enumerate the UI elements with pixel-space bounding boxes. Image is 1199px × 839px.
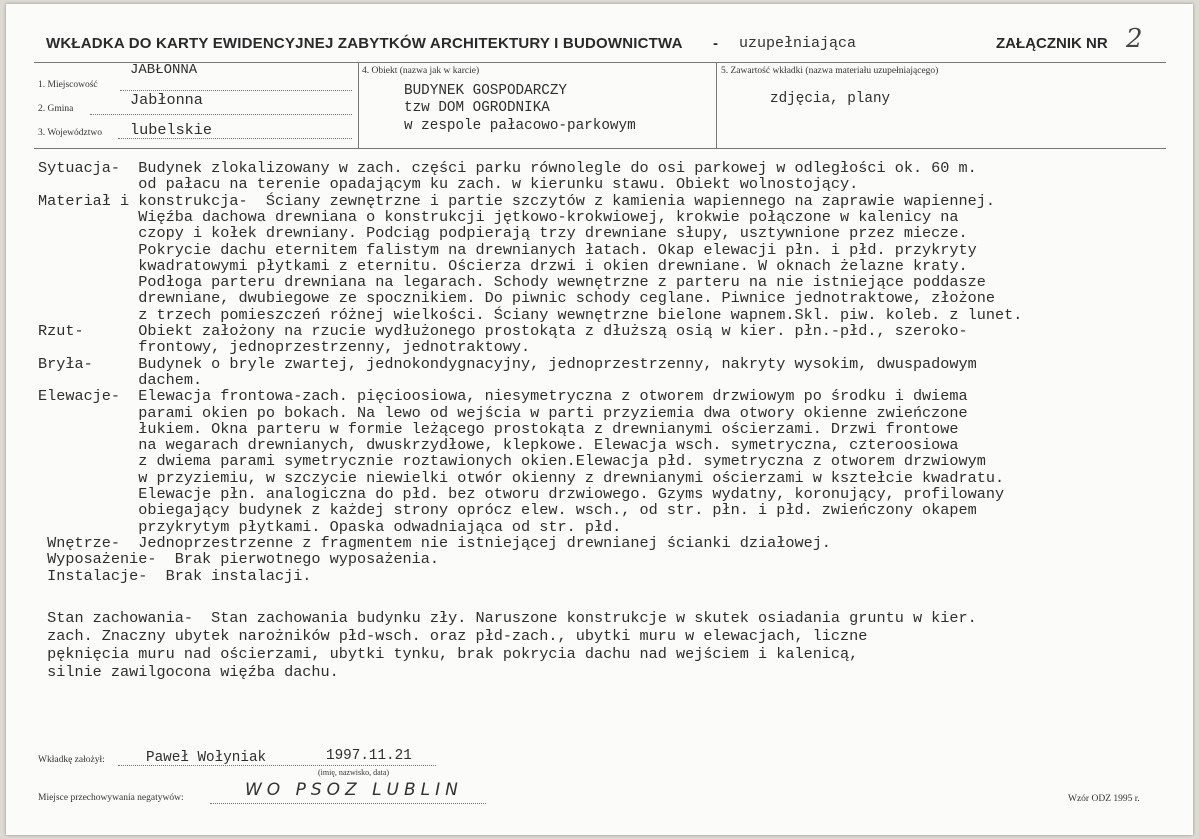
body-line: Więźba dachowa drewniana o konstrukcji jętkowo-krokwiowej, krokwie połączone w kalenicy na (38, 207, 959, 226)
annex-label: ZAŁĄCZNIK NR (996, 35, 1108, 52)
body-line: frontowy, jednoprzestrzenny, jednotraktowy. (38, 338, 531, 357)
voivodeship-label: 3. Województwo (38, 128, 102, 138)
locality-value: JABŁONNA (130, 62, 198, 78)
body-line: Pokrycie dachu eternitem falistym na drewnianych łatach. Okap elewacji płn. i płd. przykryty (38, 240, 977, 259)
body-line: Podłoga parteru drewniana na legarach. Schody wewnętrzne z parteru na nie istniejące poddasze (38, 273, 986, 292)
column-divider-1 (358, 62, 359, 148)
body-line: dachem. (38, 370, 203, 389)
body-line: parami okien po bokach. Na lewo od wejścia w parti przyziemia dwa otwory okienne zwieńczone (38, 403, 968, 422)
title-dash: - (713, 35, 718, 52)
condition-line: zach. Znaczny ubytek narożników płd-wsch. oraz płd-zach., ubytki muru w elewacjach, liczne (38, 627, 868, 645)
body-line: przykrytym płytkami. Opaska odwadniająca od str. płd. (38, 517, 622, 536)
body-line: drewniane, dwubiegowe ze spocznikiem. Do piwnic schody ceglane. Piwnice jednotraktowe, złożone (38, 289, 995, 308)
body-line: w przyziemiu, w szczycie niewielki otwór okienny z drewnianymi ościerzami w ksztełcie kwadratu. (38, 468, 1005, 487)
storage-value: WO PSOZ LUBLIN (245, 780, 463, 800)
body-line: Bryła- Budynek o bryle zwartej, jednokondygnacyjny, jednoprzestrzenny, nakryty wysokim, dwuspadowym (38, 354, 977, 373)
body-line: kwadratowymi płytkami z eternitu. Ościerza drzwi i okien drewniane. W oknach żelazne kraty. (38, 256, 968, 275)
body-line: Sytuacja- Budynek zlokalizowany w zach. części parku równolegle do osi parkowej w odległości ok. 60 m. (38, 159, 977, 177)
column-divider-2 (716, 62, 717, 148)
body-line: z dwiema parami symetrycznie roztawionych okien.Elewacja płd. symetryczna z otworem drzwiowym (38, 452, 986, 471)
commune-value: Jabłonna (130, 91, 203, 109)
body-line: na wegarach drewnianych, dwuskrzydłowe, klepkowe. Elewacja wsch. symetryczna, czteroosiowa (38, 436, 959, 455)
author-date: 1997.11.21 (326, 748, 412, 764)
storage-dots (210, 803, 486, 804)
annex-number: 2 (1126, 24, 1143, 54)
header-bottom-rule (34, 148, 1166, 149)
form-title: WKŁADKA DO KARTY EWIDENCYJNEJ ZABYTKÓW ARCHITEKTURY I BUDOWNICTWA (46, 35, 683, 52)
author-label: Wkładkę założył: (38, 755, 105, 765)
supplement-type: uzupełniająca (739, 35, 857, 52)
body-line: łukiem. Okna parteru w formie leżącego prostokąta z drewnianymi ościerzami. Drzwi frontowe (38, 419, 959, 438)
body-line: z trzech pomieszczeń różnej wielkości. Ściany wewnętrzne bielone wapnem.Skl. piw. koleb. z lunet. (38, 305, 1023, 324)
header-top-rule (34, 62, 1166, 63)
storage-label: Miejsce przechowywania negatywów: (38, 793, 184, 803)
body-line: Rzut- Obiekt założony na rzucie wydłużonego prostokąta z dłuższą osią w kier. płn.-płd., szeroko- (38, 322, 968, 340)
contents-value: zdjęcia, plany (770, 91, 891, 107)
author-caption: (imię, nazwisko, data) (318, 768, 390, 777)
object-label: 4. Obiekt (nazwa jak w karcie) (362, 66, 480, 76)
commune-label: 2. Gmina (38, 104, 74, 114)
contents-label: 5. Zawartość wkładki (nazwa materiału uzupełniającego) (721, 66, 939, 76)
condition-line: silnie zawilgocona więźba dachu. (38, 663, 339, 681)
body-line: czopy i kołek drewniany. Podciąg podpierają trzy drewniane słupy, usztywnione przez miecze. (38, 224, 968, 243)
commune-dots (90, 114, 352, 115)
voivodeship-dots (118, 138, 352, 139)
condition-line: Stan zachowania- Stan zachowania budynku zły. Naruszone konstrukcje w skutek osiadania gruntu w kier. (38, 609, 977, 627)
body-line: Wyposażenie- Brak pierwotnego wyposażenia. (38, 550, 440, 569)
body-line: od pałacu na terenie opadającym ku zach. w kierunku stawu. Obiekt wolnostojący. (38, 175, 859, 194)
locality-label: 1. Miejscowość (38, 80, 98, 90)
object-line-1: BUDYNEK GOSPODARCZY (404, 83, 568, 99)
condition-line: pęknięcia muru nad ościerzami, ubytki tynku, brak pokrycia dachu nad wejściem i kalenicą, (38, 645, 859, 663)
body-line: Wnętrze- Jednoprzestrzenne z fragmentem nie istniejącej drewnianej ścianki działowej. (38, 533, 831, 552)
voivodeship-value: lubelskie (130, 121, 213, 139)
author-value: Paweł Wołyniak (146, 750, 267, 766)
body-line: obiegający budynek z każdej strony oprócz elew. wsch., od str. płn. i płd. zwieńczony okapem (38, 501, 977, 520)
body-line: Elewacje- Elewacja frontowa-zach. pięcioosiowa, niesymetryczna z otworem drzwiowym po środku i dwiema (38, 387, 968, 406)
object-line-3: w zespole pałacowo-parkowym (404, 118, 636, 134)
body-line: Elewacje płn. analogiczna do płd. bez otworu drzwiowego. Gzyms wydatny, koronujący, profilowany (38, 485, 1005, 503)
body-line: Materiał i konstrukcja- Ściany zewnętrzne i partie szczytów z kamienia wapiennego na zaprawie wapiennej. (38, 191, 995, 210)
body-line: Instalacje- Brak instalacji. (38, 566, 312, 585)
form-id: Wzór ODZ 1995 r. (1068, 794, 1140, 804)
object-line-2: tzw DOM OGRODNIKA (404, 100, 550, 116)
